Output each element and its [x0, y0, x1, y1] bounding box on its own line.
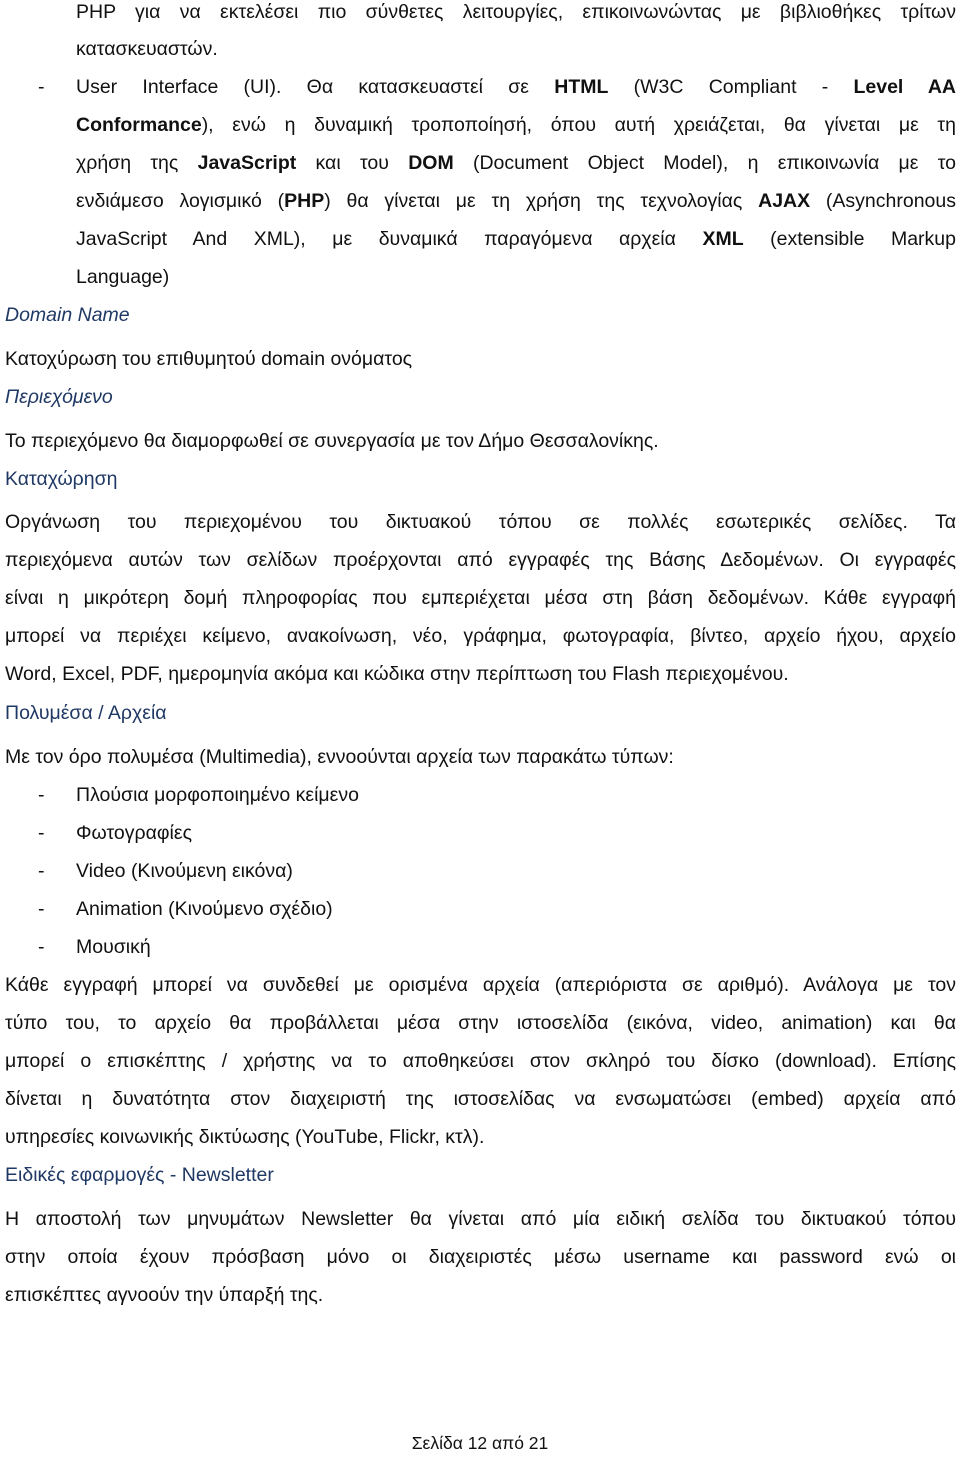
list-dash: -: [38, 784, 45, 806]
body-line: περιεχόμενα αυτών των σελίδων προέρχονται από εγγραφές της Βάσης Δεδομένων. Οι εγγραφές: [5, 549, 956, 571]
body-line: Το περιεχόμενο θα διαμορφωθεί σε συνεργασία με τον Δήμο Θεσσαλονίκης.: [5, 430, 659, 452]
list-item: Video (Κινούμενη εικόνα): [76, 860, 293, 882]
body-line: Οργάνωση του περιεχομένου του δικτυακού τόπου σε πολλές εσωτερικές σελίδες. Τα: [5, 511, 956, 533]
body-line: Κάθε εγγραφή μπορεί να συνδεθεί με ορισμένα αρχεία (απεριόριστα σε αριθμό). Ανάλογα με τον: [5, 974, 956, 996]
list-item: Φωτογραφίες: [76, 822, 192, 844]
section-heading-content: Περιεχόμενο: [5, 386, 113, 408]
body-line: Word, Excel, PDF, ημερομηνία ακόμα και κώδικα στην περίπτωση του Flash περιεχομένου.: [5, 663, 789, 685]
body-line: Με τον όρο πολυμέσα (Multimedia), εννοούνται αρχεία των παρακάτω τύπων:: [5, 746, 674, 768]
list-dash: -: [38, 822, 45, 844]
list-item: Animation (Κινούμενο σχέδιο): [76, 898, 333, 920]
body-line: τύπο του, το αρχείο θα προβάλλεται μέσα στην ιστοσελίδα (εικόνα, video, animation) και θα: [5, 1012, 956, 1034]
body-line: User Interface (UI). Θα κατασκευαστεί σε HTML (W3C Compliant - Level AA: [76, 76, 957, 98]
body-line: επισκέπτες αγνοούν την ύπαρξή της.: [5, 1284, 324, 1306]
body-line: ενδιάμεσο λογισμικό (PHP) θα γίνεται με τη χρήση της τεχνολογίας AJAX (Asynchronous: [76, 190, 956, 212]
list-dash: -: [38, 76, 45, 98]
body-line: υπηρεσίες κοινωνικής δικτύωσης (YouTube, Flickr, κτλ).: [5, 1126, 485, 1148]
section-heading-registration: Καταχώρηση: [5, 468, 118, 490]
list-item: Μουσική: [76, 936, 151, 958]
body-line: στην οποία έχουν πρόσβαση μόνο οι διαχειριστές μέσω username και password ενώ οι: [5, 1246, 956, 1268]
body-line: χρήση της JavaScript και του DOM (Document Object Model), η επικοινωνία με το: [76, 152, 957, 174]
body-line: Η αποστολή των μηνυμάτων Newsletter θα γίνεται από μία ειδική σελίδα του δικτυακού τόπου: [5, 1208, 956, 1230]
section-heading-multimedia: Πολυμέσα / Αρχεία: [5, 702, 167, 724]
list-dash: -: [38, 860, 45, 882]
body-line: δίνεται η δυνατότητα στον διαχειριστή της ιστοσελίδας να ενσωματώσει (embed) αρχεία από: [5, 1088, 956, 1110]
body-line: είναι η μικρότερη δομή πληροφορίας που εμπεριέχεται μέσα στη βάση δεδομένων. Κάθε εγγραφή: [5, 587, 956, 609]
body-line: JavaScript And XML), με δυναμικά παραγόμενα αρχεία XML (extensible Markup: [76, 228, 956, 250]
body-line: κατασκευαστών.: [76, 38, 218, 60]
list-dash: -: [38, 936, 45, 958]
body-line: Language): [76, 266, 170, 288]
section-heading-domain-name: Domain Name: [5, 304, 130, 326]
page-number: Σελίδα 12 από 21: [411, 1433, 549, 1453]
section-heading-newsletter: Ειδικές εφαρμογές - Newsletter: [5, 1164, 274, 1186]
body-line: Conformance), ενώ η δυναμική τροποποίησή, όπου αυτή χρειάζεται, θα γίνεται με τη: [76, 114, 956, 136]
body-line: μπορεί ο επισκέπτης / χρήστης να το αποθηκεύσει στον σκληρό του δίσκο (download). Επίσης: [5, 1050, 956, 1072]
list-dash: -: [38, 898, 45, 920]
body-line: μπορεί να περιέχει κείμενο, ανακοίνωση, νέο, γράφημα, φωτογραφία, βίντεο, αρχείο ήχου, αρχείο: [5, 625, 956, 647]
list-item: Πλούσια μορφοποιημένο κείμενο: [76, 784, 359, 806]
body-line: Κατοχύρωση του επιθυμητού domain ονόματος: [5, 348, 413, 370]
body-line: PHP για να εκτελέσει πιο σύνθετες λειτουργίες, επικοινωνώντας με βιβλιοθήκες τρίτων: [76, 1, 956, 23]
